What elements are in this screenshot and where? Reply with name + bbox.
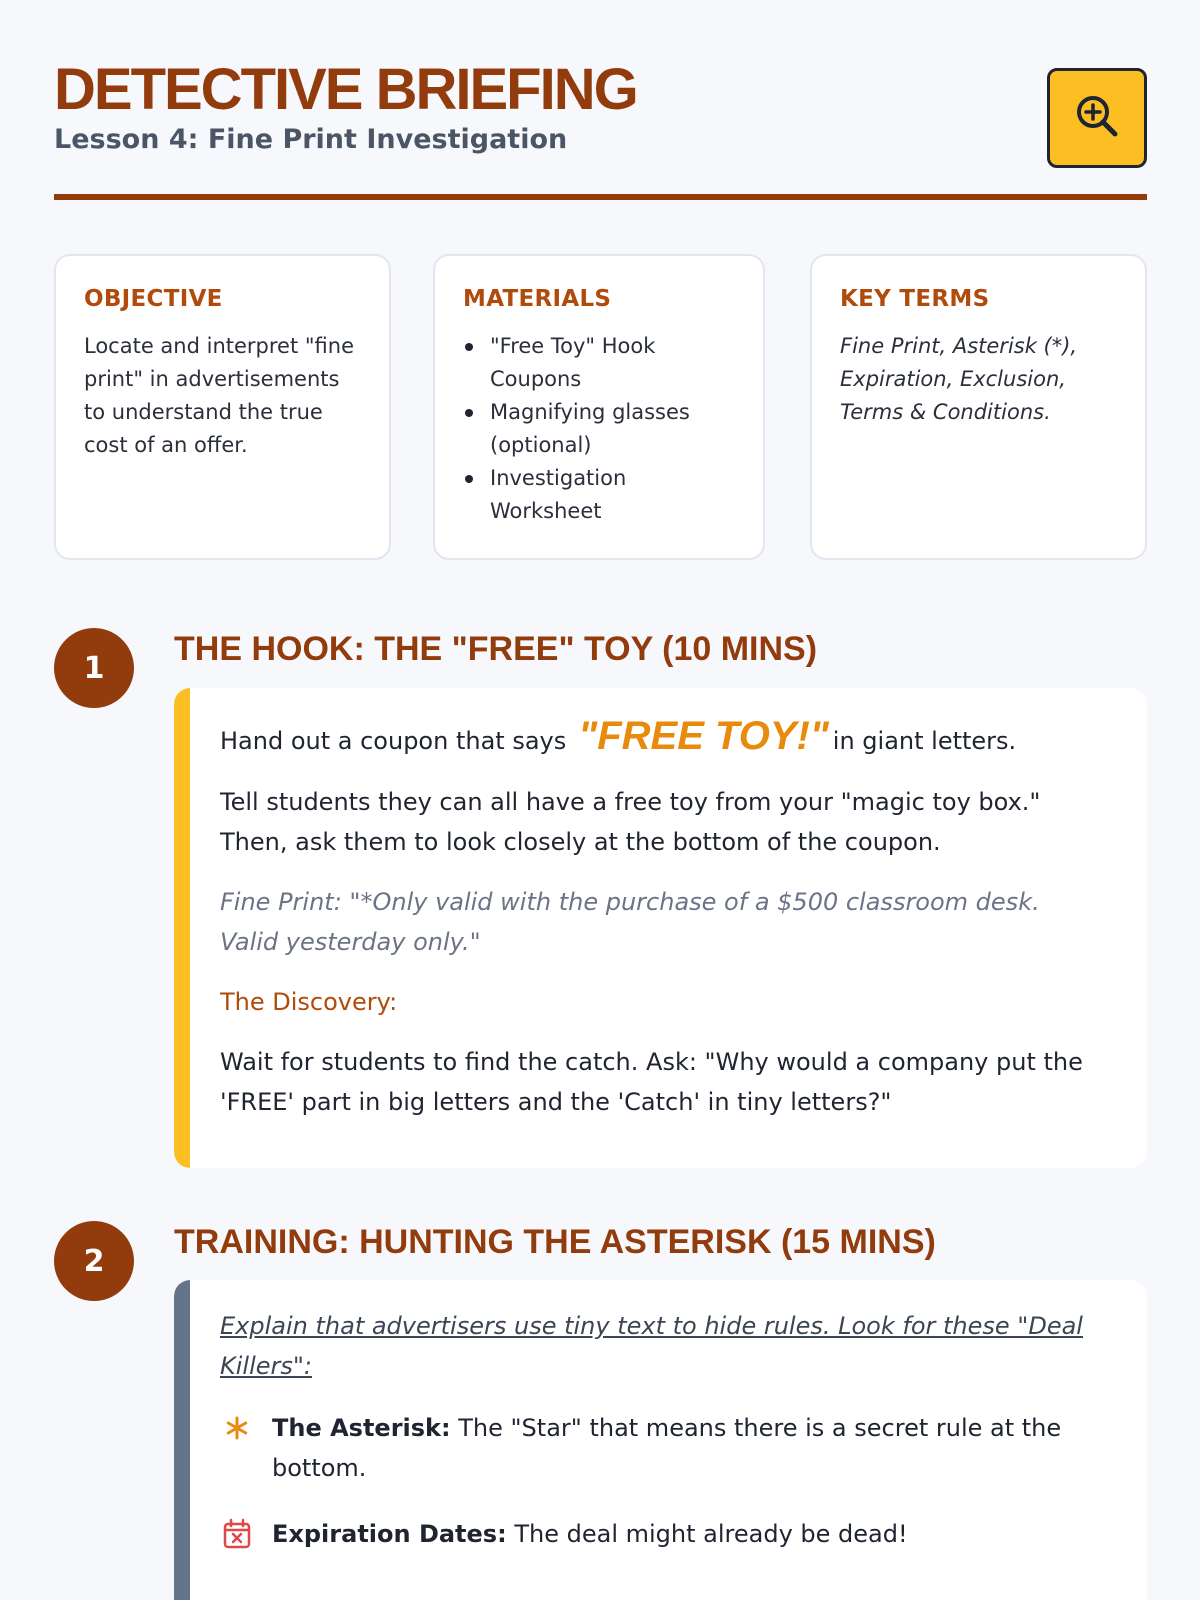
list-item: Magnifying glasses (optional) [463,396,735,462]
materials-title: MATERIALS [463,286,612,312]
discovery-label: The Discovery: [220,988,398,1016]
list-item: "Free Toy" Hook Coupons [463,330,735,396]
training-intro: Explain that advertisers use tiny text to hide rules. Look for these "Deal Killers": [220,1312,1083,1380]
rule-desc: The deal might already be dead! [514,1520,908,1548]
zoom-button[interactable] [1047,68,1147,168]
list-item: Investigation Worksheet [463,462,735,528]
objective-body: Locate and interpret "fine print" in advertisements to understand the true cost of an offer. [84,334,354,457]
step-number-badge: 2 [54,1221,134,1301]
asterisk-icon [220,1408,254,1448]
section-title: TRAINING: HUNTING THE ASTERISK (15 MINS) [174,1223,936,1261]
list-item [220,1408,1101,1488]
header-divider [54,194,1147,200]
zoom-in-icon [1072,91,1122,145]
objective-title: OBJECTIVE [84,286,223,312]
rule-term: The Asterisk: [272,1414,451,1442]
hook-line [220,714,1101,772]
step-number-badge: 1 [54,628,134,708]
list-item [220,1514,1101,1554]
key-terms-body: Fine Print, Asterisk (*), Expiration, Exclusion, Terms & Conditions. [840,334,1078,424]
discovery-text: Wait for students to find the catch. Ask: "Why would a company put the 'FREE' part in big letters and the 'Catch' in tiny letters?" [220,1048,1083,1116]
materials-card [433,254,765,560]
section-title: THE HOOK: THE "FREE" TOY (10 MINS) [174,630,818,668]
rule-text [272,1408,1101,1488]
key-terms-card [810,254,1147,560]
lesson-page [54,0,1147,1600]
rule-desc: The "Star" that means there is a secret rule at the bottom. [272,1414,1062,1482]
page-header [54,58,1147,200]
page-subtitle: Lesson 4: Fine Print Investigation [54,124,568,155]
hook-text-post: in giant letters. [832,727,1017,755]
hook-paragraph: Tell students they can all have a free toy from your "magic toy box." Then, ask them to look closely at the bottom of the coupon. [220,788,1041,856]
free-toy-emphasis: "FREE TOY!" [578,714,829,758]
page-title: DETECTIVE BRIEFING [54,57,637,122]
objective-card [54,254,391,560]
hook-text-pre: Hand out a coupon that says [220,727,567,755]
rule-text [272,1514,908,1554]
rule-term: Expiration Dates: [272,1520,507,1548]
training-panel [174,1280,1147,1600]
calendar-x-icon [220,1514,254,1554]
hook-panel [174,688,1147,1168]
materials-list [463,330,735,528]
fine-print-text: Fine Print: "*Only valid with the purchase of a $500 classroom desk. Valid yesterday only." [220,888,1040,956]
key-terms-title: KEY TERMS [840,286,990,312]
